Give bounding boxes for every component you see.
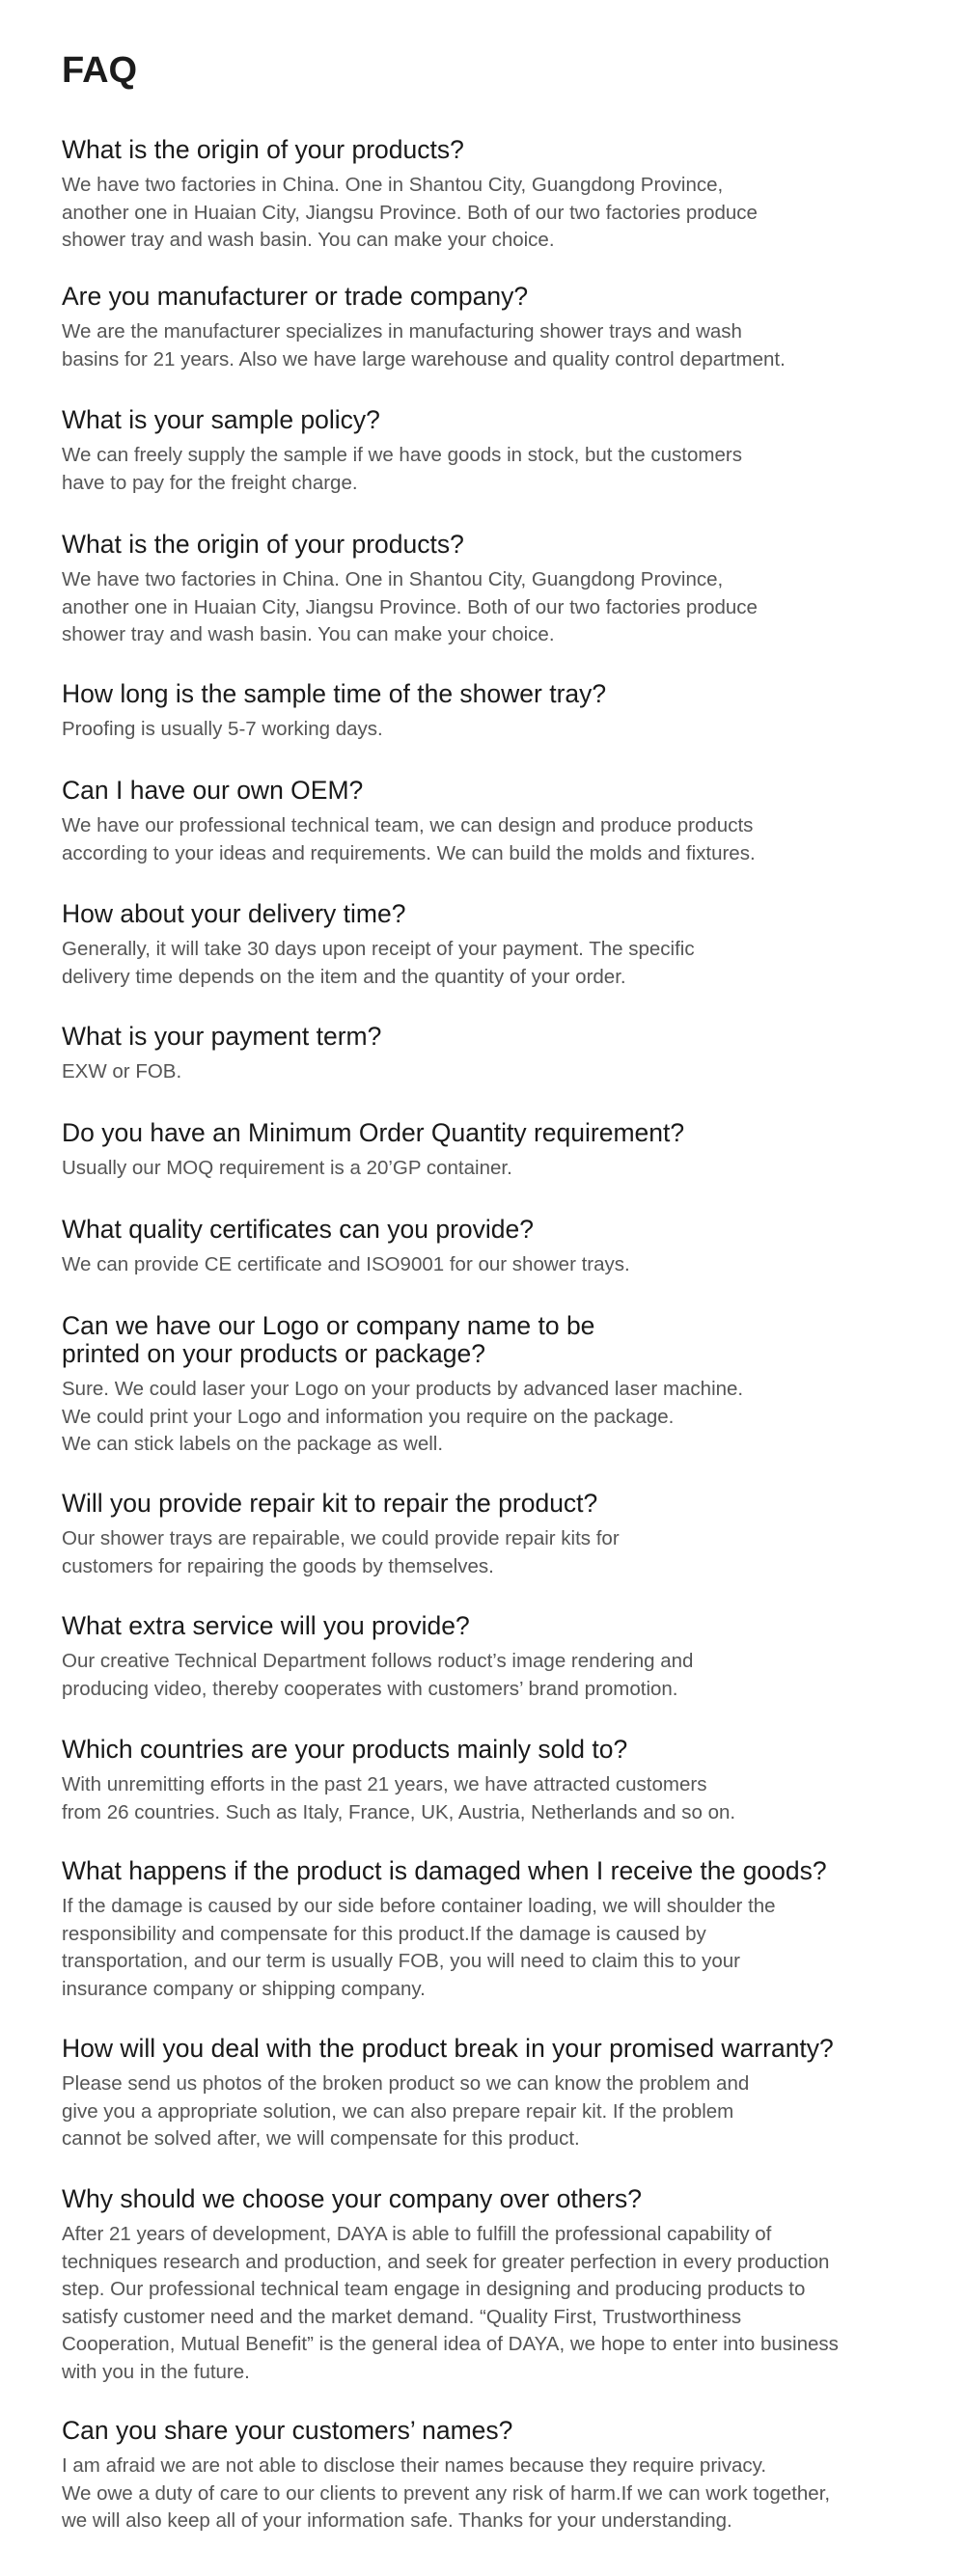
faq-answer: If the damage is caused by our side before container loading, we will shoulder the responsibility and compensate for this product.If the damage is caused by transportation, and our term is usually FOB, you will need to claim this to your insurance company or shipping company.	[62, 1895, 776, 2000]
faq-answer: We have two factories in China. One in Shantou City, Guangdong Province, another one in Huaian City, Jiangsu Province. Both of our two factories produce shower tray and wash basin. You can make your choice.	[62, 568, 758, 645]
faq-answer: We can freely supply the sample if we have goods in stock, but the customers have to pay for the freight charge.	[62, 444, 742, 494]
faq-answer: After 21 years of development, DAYA is able to fulfill the professional capability of techniques research and production, and seek for greater perfection in every production step. Our professional technical team engage in designing and producing products to satisfy customer need and the market demand. “Quality First, Trustworthiness Cooperation, Mutual Benefit” is the general idea of DAYA, we hope to enter into business with you in the future.	[62, 2223, 839, 2383]
faq-answer: We can provide CE certificate and ISO9001 for our shower trays.	[62, 1253, 630, 1275]
faq-item	[62, 777, 930, 867]
faq-answer: We have two factories in China. One in Shantou City, Guangdong Province, another one in Huaian City, Jiangsu Province. Both of our two factories produce shower tray and wash basin. You can make your choice.	[62, 174, 758, 251]
faq-question: Will you provide repair kit to repair the product?	[62, 1489, 598, 1518]
faq-answer: Generally, it will take 30 days upon receipt of your payment. The specific delivery time depends on the item and the quantity of your order.	[62, 938, 695, 988]
page-title: FAQ	[62, 50, 138, 91]
faq-item	[62, 1119, 930, 1183]
faq-item	[62, 1490, 930, 1580]
faq-question: Do you have an Minimum Order Quantity requirement?	[62, 1118, 685, 1147]
faq-question: What quality certificates can you provide?	[62, 1215, 535, 1244]
faq-question: Which countries are your products mainly sold to?	[62, 1735, 628, 1764]
faq-question: Can we have our Logo or company name to be printed on your products or package?	[62, 1311, 595, 1368]
faq-item	[62, 1312, 930, 1459]
faq-answer: With unremitting efforts in the past 21 years, we have attracted customers from 26 countries. Such as Italy, France, UK, Austria, Netherlands and so on.	[62, 1773, 736, 1823]
faq-question: Can I have our own OEM?	[62, 776, 364, 805]
faq-answer: Our shower trays are repairable, we could provide repair kits for customers for repairing the goods by themselves.	[62, 1527, 620, 1577]
faq-item	[62, 680, 930, 744]
faq-answer: We are the manufacturer specializes in manufacturing shower trays and wash basins for 21 years. Also we have large warehouse and quality control department.	[62, 320, 786, 370]
faq-answer: Our creative Technical Department follows roduct’s image rendering and producing video, thereby cooperates with customers’ brand promotion.	[62, 1650, 694, 1700]
faq-question: How long is the sample time of the shower tray?	[62, 679, 607, 708]
faq-answer: Proofing is usually 5-7 working days.	[62, 718, 383, 740]
faq-question: How about your delivery time?	[62, 899, 406, 928]
faq-item	[62, 283, 930, 373]
faq-question: What is the origin of your products?	[62, 530, 464, 559]
faq-answer: EXW or FOB.	[62, 1060, 182, 1082]
faq-question: Can you share your customers’ names?	[62, 2416, 513, 2445]
faq-answer: Please send us photos of the broken product so we can know the problem and give you a appropriate solution, we can also prepare repair kit. If the problem cannot be solved after, we will compensate for this product.	[62, 2072, 750, 2150]
faq-item	[62, 1023, 930, 1086]
faq-item	[62, 1216, 930, 1279]
faq-item	[62, 2035, 930, 2153]
faq-question: What extra service will you provide?	[62, 1611, 470, 1640]
faq-answer: Usually our MOQ requirement is a 20’GP container.	[62, 1157, 512, 1179]
faq-question: Are you manufacturer or trade company?	[62, 282, 529, 311]
faq-item	[62, 1612, 930, 1703]
faq-question: How will you deal with the product break in your promised warranty?	[62, 2034, 834, 2063]
faq-answer: We have our professional technical team, we can design and produce products according to your ideas and requirements. We can build the molds and fixtures.	[62, 814, 756, 864]
faq-item	[62, 406, 930, 497]
faq-question: What is your payment term?	[62, 1022, 382, 1051]
faq-item	[62, 2417, 930, 2535]
faq-question: What is your sample policy?	[62, 405, 380, 434]
faq-item	[62, 1736, 930, 1826]
faq-question: What is the origin of your products?	[62, 135, 464, 164]
faq-item	[62, 531, 930, 649]
faq-question: What happens if the product is damaged when I receive the goods?	[62, 1856, 827, 1885]
faq-question: Why should we choose your company over others?	[62, 2184, 642, 2213]
faq-item	[62, 2185, 930, 2386]
faq-answer: I am afraid we are not able to disclose their names because they require privacy. We owe a duty of care to our clients to prevent any risk of harm.If we can work together, we will also keep all of your information safe. Thanks for your understanding.	[62, 2454, 831, 2532]
faq-item	[62, 900, 930, 991]
faq-item	[62, 136, 930, 255]
faq-answer: Sure. We could laser your Logo on your products by advanced laser machine. We could print your Logo and information you require on the package. We can stick labels on the package as well.	[62, 1378, 744, 1455]
faq-item	[62, 1857, 930, 2003]
